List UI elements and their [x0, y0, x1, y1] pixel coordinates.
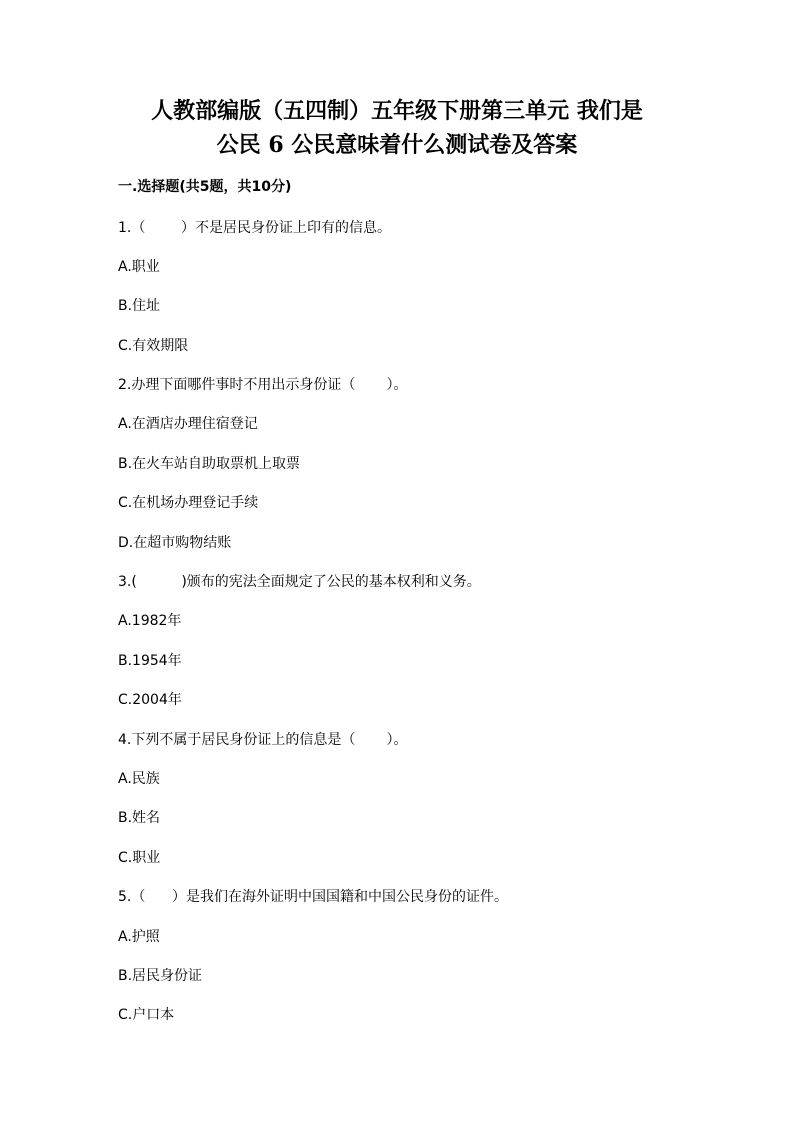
question-5-stem: 5.（ ）是我们在海外证明中国国籍和中国公民身份的证件。	[118, 889, 509, 905]
question-5-option-a: A.护照	[118, 929, 160, 945]
question-1-option-c: C.有效期限	[118, 338, 189, 354]
document-title-line-1: 人教部编版（五四制）五年级下册第三单元 我们是	[151, 98, 643, 124]
document-title-line-2: 公民 6 公民意味着什么测试卷及答案	[216, 132, 578, 158]
question-2-option-a: A.在酒店办理住宿登记	[118, 416, 258, 432]
question-2-option-d: D.在超市购物结账	[118, 535, 232, 551]
section-heading: 一.选择题(共5题，共10分)	[118, 179, 292, 195]
question-2-option-b: B.在火车站自助取票机上取票	[118, 456, 301, 472]
question-4-option-a: A.民族	[118, 771, 160, 787]
question-1-option-b: B.住址	[118, 298, 161, 314]
question-3-option-b: B.1954年	[118, 653, 182, 669]
question-2-option-c: C.在机场办理登记手续	[118, 495, 259, 511]
question-4-stem: 4.下列不属于居民身份证上的信息是（ ）。	[118, 732, 408, 748]
question-4-option-b: B.姓名	[118, 810, 161, 826]
question-4-option-c: C.职业	[118, 850, 161, 866]
question-5-option-b: B.居民身份证	[118, 968, 203, 984]
question-5-option-c: C.户口本	[118, 1007, 175, 1023]
question-2-stem: 2.办理下面哪件事时不用出示身份证（ ）。	[118, 377, 408, 393]
question-3-option-c: C.2004年	[118, 692, 182, 708]
question-1-stem: 1.（ ）不是居民身份证上印有的信息。	[118, 220, 391, 236]
question-3-option-a: A.1982年	[118, 613, 182, 629]
question-1-option-a: A.职业	[118, 259, 160, 275]
question-3-stem: 3.( )颁布的宪法全面规定了公民的基本权利和义务。	[118, 574, 481, 590]
